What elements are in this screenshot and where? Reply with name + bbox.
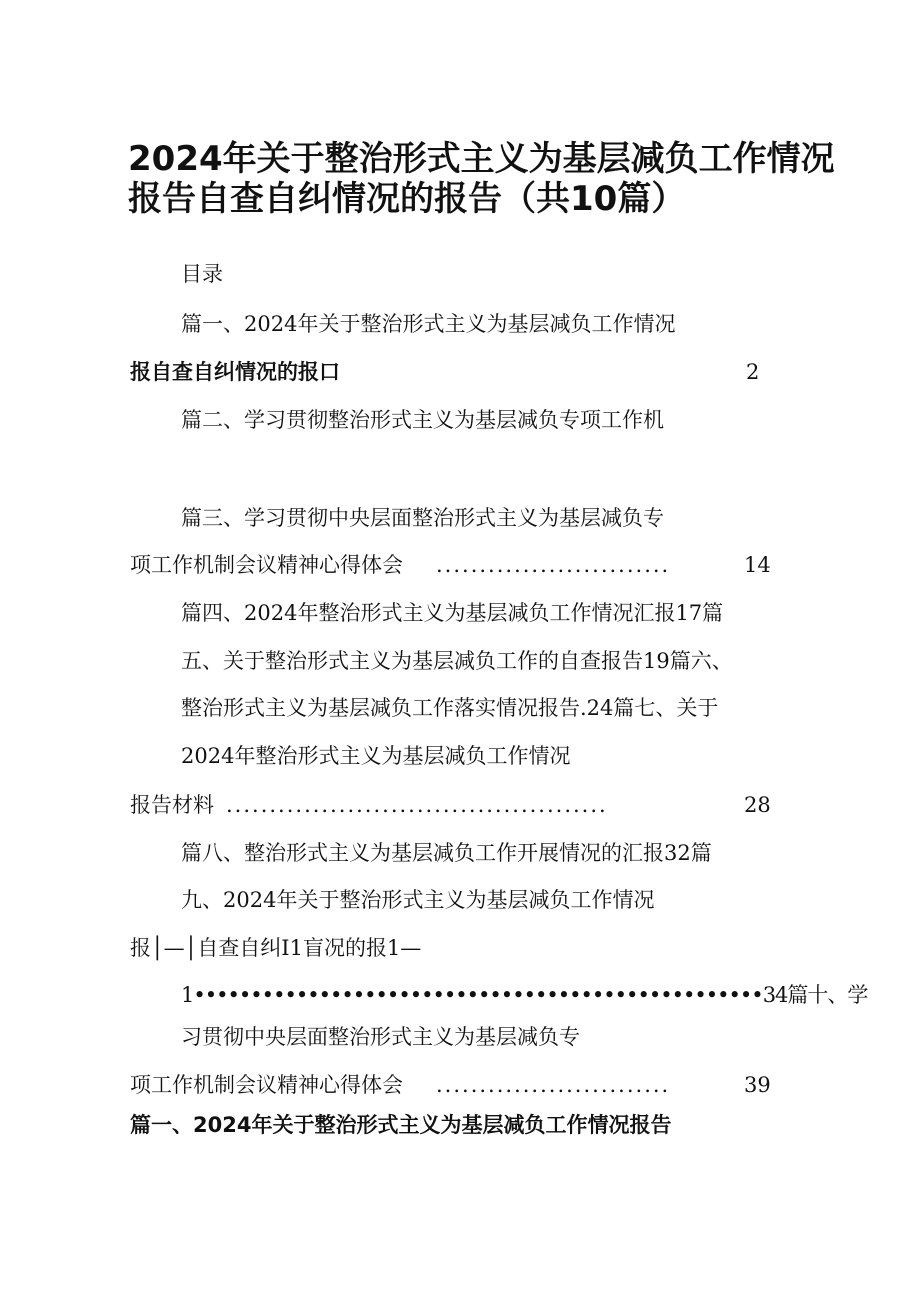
- toc-heading: 目录: [181, 262, 223, 286]
- toc-entry-10-line-2: 项工作机制会议精神心得体会: [130, 1073, 403, 1097]
- toc-entry-6: 整治形式主义为基层减负工作落实情况报告.24篇七、关于: [181, 696, 719, 720]
- toc-entry-1-line-2: 报自查自纠情况的报口: [130, 360, 340, 384]
- toc-entry-7-leader-dots: ............................................: [226, 795, 608, 816]
- toc-entry-1-line-1: 篇一、2024年关于整治形式主义为基层减负工作情况: [181, 312, 676, 336]
- toc-entry-7-page: 28: [744, 793, 771, 817]
- toc-entry-5: 五、关于整治形式主义为基层减负工作的自查报告19篇六、: [181, 649, 733, 673]
- toc-entry-3-line-1: 篇三、学习贯彻中央层面整治形式主义为基层减负专: [181, 506, 664, 530]
- document-title-line-2: 报告自查自纠情况的报告（共10篇）: [128, 179, 686, 219]
- toc-entry-9-line-2: 报│—│自查自纠I1盲况的报1—: [130, 936, 422, 960]
- toc-entry-10-line-1: 习贯彻中央层面整治形式主义为基层减负专: [181, 1025, 580, 1049]
- toc-entry-7-line-1: 2024年整治形式主义为基层减负工作情况: [181, 744, 571, 768]
- toc-entry-3-line-2: 项工作机制会议精神心得体会: [130, 553, 403, 577]
- toc-entry-9-line-3: 1••••••••••••••••••••••••••••••••••••••••••••••••••34篇十、学: [181, 983, 868, 1007]
- toc-entry-1-page: 2: [746, 360, 760, 384]
- toc-entry-10-leader-dots: ...........................: [436, 1075, 671, 1096]
- toc-entry-2-line-1: 篇二、学习贯彻整治形式主义为基层减负专项工作机: [181, 408, 664, 432]
- toc-entry-4: 篇四、2024年整治形式主义为基层减负工作情况汇报17篇: [181, 601, 724, 625]
- toc-entry-9-line-1: 九、2024年关于整治形式主义为基层减负工作情况: [181, 888, 655, 912]
- section-heading: 篇一、2024年关于整治形式主义为基层减负工作情况报告: [130, 1113, 672, 1137]
- document-title-line-1: 2024年关于整治形式主义为基层减负工作情况: [128, 139, 835, 179]
- toc-entry-3-page: 14: [744, 553, 771, 577]
- toc-entry-7-line-2: 报告材料: [130, 793, 214, 817]
- toc-entry-3-leader-dots: ...........................: [436, 555, 671, 576]
- toc-entry-8: 篇八、整治形式主义为基层减负工作开展情况的汇报32篇: [181, 841, 712, 865]
- toc-entry-10-page: 39: [744, 1073, 771, 1097]
